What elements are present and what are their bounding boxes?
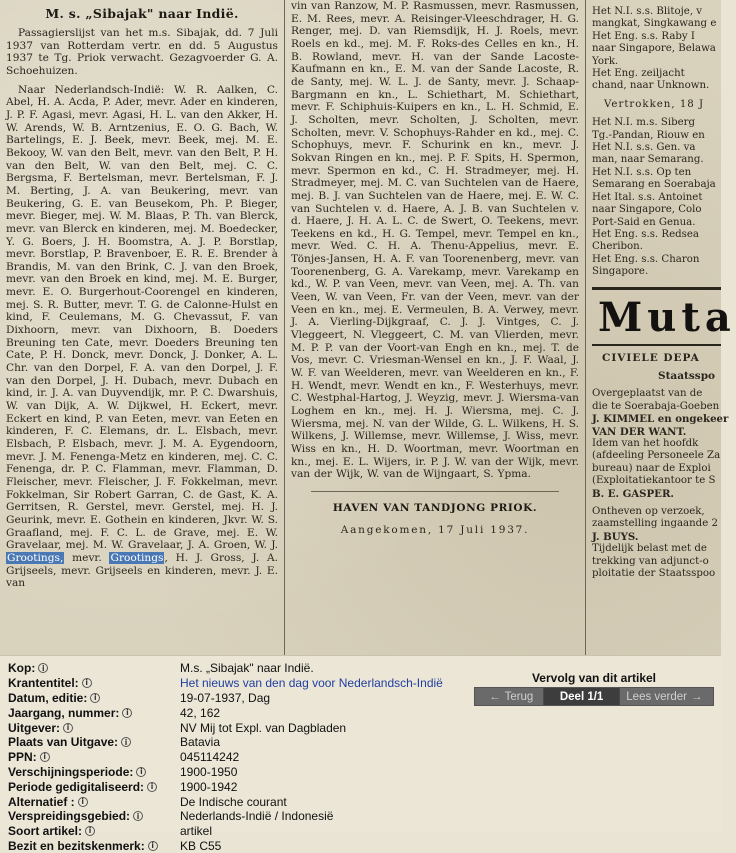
shipping-line: man, naar Semarang. (592, 154, 704, 166)
metadata-value: Batavia (180, 735, 221, 750)
info-icon[interactable]: i (136, 767, 146, 777)
shipping-line: York. (592, 55, 619, 67)
metadata-panel (0, 655, 721, 853)
metadata-table (8, 661, 443, 853)
shipping-line: Cheribon. (592, 241, 643, 253)
mutaties-header-box (592, 287, 736, 346)
info-icon[interactable]: i (78, 797, 88, 807)
civiele-heading: CIVIELE DEPA (602, 351, 700, 364)
info-icon[interactable]: i (90, 693, 100, 703)
shipping-line: Het Eng. s.s. Charon (592, 253, 700, 265)
previous-part-label: Terug (504, 690, 534, 703)
mutaties-line: zaamstelling ingaande 2 (592, 518, 718, 530)
metadata-row (8, 735, 443, 750)
metadata-label-cell (8, 735, 180, 749)
metadata-label-cell (8, 824, 180, 838)
metadata-value: artikel (180, 824, 213, 839)
mutaties-line: bureau) naar de Exploi (592, 462, 711, 474)
mutaties-line: B. E. GASPER. (592, 487, 674, 500)
metadata-value: De Indische courant (180, 794, 287, 809)
metadata-label-cell (8, 750, 180, 764)
metadata-label: Verschijningsperiode: (8, 764, 134, 779)
metadata-label: Datum, editie: (8, 690, 88, 705)
mutaties-line: VAN DER WANT. (592, 425, 687, 438)
shipping-line: Tg.-Pandan, Riouw en (592, 129, 705, 141)
metadata-row (8, 809, 443, 824)
metadata-value: KB C55 (180, 838, 222, 853)
info-icon[interactable]: i (40, 752, 50, 762)
metadata-value: NV Mij tot Expl. van Dagbladen (180, 720, 347, 735)
metadata-value: 42, 162 (180, 705, 221, 720)
staatsspoor-heading: Staatsspo (658, 369, 716, 382)
passenger-list-part-2: vin van Ranzow, M. P. Rasmussen, mevr. Rasmussen, E. M. Rees, mevr. A. Reisinger-Vleeschdrager, H. G. Renger, mej. D. van Riemsdijk, H. J. Roels, mevr. Roels en kd., mej. M. F. Roks-des Celles en kn., H. B. Rowland, mevr. H. van der Sande Lacoste-Kaufmann en kn., E. M. van der Sande Lacoste, R. de Santy, mej. W. L. J. de Santy, mevr. J. Schaap-Bargmann en kn., L. Schiethart, M. Schiethart, mevr. F. Schiphuis-Kuipers en kn., L. H. Schmid, E. J. Scholten, mevr. Scholten, J. Scholten, mevr. Scholten, mevr. V. Schophuys-Rahder en kd., mej. C. Schophuys, mevr. F. Schurink en kn., mevr. J. Sokvan Ringen en kn., mej. P. F. Spits, H. Spermon, mevr. Spermon en kd., C. H. Stradmeyer, mej. H. Stradmeyer, mej. M. C. van Suchtelen van de Haere, mej. B. J. van Suchtelen van de Haere, mej. E. W. C. van Suchtelen v. d. Haere, A. J. B. van Suchtelen v. d. Haere, J. H. A. L. C. de Swert, O. Teekens, mevr. Teekens en kd., H. G. Tempel, mevr. Tempel en kn., mevr. Wed. C. H. A. Thenu-Appelius, mevr. E. Tönjes-Jansen, H. A. F. van Toorenenberg, mevr. van Toorenenberg, G. A. Varekamp, mevr. Varekamp en kd., W. P. van Veen, mevr. van Veen, mej. A. Th. van Veen, W. van Veen, Fr. van der Veen, mevr. van der Veen en kn., mej. E. Vermeulen, B. A. Verwey, mevr. J. A. Vierling-Dijkgraaf, C. J. J. Vintges, C. J. Vleggeert, N. Vleggeert, C. M. van Vlierden, mevr. M. P. P. van der Voort-van Engh en kn., mej. T. de Vos, mevr. C. Vriesman-Wensel en kn., J. F. Waal, J. W. F. van Weelderen, mevr. van Weelderen en kn., F. H. Wendt, mevr. Wendt en kn., F. Westerhuys, mevr. C. Westphal-Hartog, J. Weyzig, mevr. J. Wiersma-van Loghem en kn., mej. H. J. Wiersma, mej. C. J. Wiersma, mej. N. van der Wilde, G. L. Wilkens, H. S. Wilkens, J. Willemse, mevr. Willemse, J. Wiss, mevr. Wiss en kn., H. D. Woortman, mevr. Woortman en kn., mej. E. L. Wijers, ir. P. J. W. van der Wijk, mevr. van der Wijk, W. van de Wijngaart, S. Ypma. (291, 0, 579, 481)
shipping-arrivals (592, 6, 721, 93)
metadata-row (8, 720, 443, 735)
metadata-label: Jaargang, nummer: (8, 705, 120, 720)
metadata-label: Verspreidingsgebied: (8, 809, 131, 824)
info-icon[interactable]: i (85, 826, 95, 836)
metadata-label: Kop: (8, 661, 36, 676)
info-icon[interactable]: i (122, 708, 132, 718)
metadata-label: Uitgever: (8, 720, 61, 735)
passenger-list-text: Naar Nederlandsch-Indië: W. R. Aalken, C. Abel, H. A. Acda, P. Ader, mevr. Ader en kinderen, J. P. F. Agasi, mevr. Agasi, H. L. van den Akker, H. W. Arends, W. B. Arntzenius, E. O. G. Bach, W. Bartelings, E. J. Beek, mevr. Beek, mej. M. E. Bekooy, W. van den Belt, mevr. van den Belt, P. H. van den Belt, W. van den Belt, mej. C. C. Bergsma, F. Bertelsman, mevr. Bertelsman, F. J. M. Berting, J. A. van Beukering, mevr. van Beukering, G. E. van Beusekom, Ph. P. Bieger, mevr. Bieger, mej. W. M. Blaas, P. Th. van Blerck, mevr. van Blerck en kinderen, mej. M. Boedecker, Y. G. Boers, J. H. Boomstra, A. J. P. Borstlap, mevr. Borstlap, P. Bravenboer, E. R. E. Brender à Brandis, M. van den Brink, C. J. van den Broek, mevr. van den Broek en kind, mej. M. E. Burger, mevr. E. O. Burgerhout-Coorengel en kinderen, mej. S. R. Butter, mevr. T. G. de Calonne-Hulst en kind, F. Ceulemans, M. G. Chevassut, F. van Dixhoorn, mevr. van Dixhoorn, B. Doeders Breuning ten Cate, mevr. Doeders Breuning ten Cate, P. H. Donck, mevr. Donck, J. Donker, A. L. Chr. van den Dorpel, F. A. van den Dorpel, J. F. van den Dorpel, J. H. Dubach, mevr. Dubach en kind, ir. J. A. van Duyvendijk, mr. P. C. Dwarshuis, W. van Dijk, A. W. Dijkwel, H. Eckert, mevr. Eckert en kind, P. van Eeten, mevr. van Eeten en kinderen, F. C. Elemans, dr. L. Elsbach, mevr. Elsbach, P. Elsbach, mevr. J. M. A. Eygendoorn, mevr. J. M. Fenenga-Metz en kinderen, mej. C. C. Fenenga, dr. P. C. Flamman, mevr. Flamman, D. Fleischer, mevr. Fleischer, J. F. Fokkelman, mevr. Fokkelman, Sir Robert Garran, C. de Gast, K. A. Gerritsen, R. Gerstel, mevr. Gerstel, mej. H. J. Geurink, mevr. E. Gothein en kinderen, Jkvr. W. S. Graafland, mej. F. C. L. de Grave, mej. E. W. Gravelaar, mej. M. W. Gravelaar, J. A. Groen, W. J. (6, 83, 278, 552)
metadata-value: 045114242 (180, 750, 240, 765)
section-heading: HAVEN VAN TANDJONG PRIOK. (332, 501, 538, 514)
mutaties-line: Ontheven op verzoek, (592, 506, 705, 517)
article-column-1 (0, 0, 282, 655)
info-icon[interactable]: i (147, 782, 157, 792)
shipping-line: naar Singapore, Colo (592, 204, 702, 216)
shipping-line: Het Ital. s.s. Antoinet (592, 191, 703, 203)
metadata-label-cell (8, 795, 180, 809)
article-title: M. s. „Sibajak" naar Indië. (45, 6, 239, 21)
metadata-row (8, 750, 443, 765)
mutaties-line: trekking van adjunct-o (592, 555, 709, 567)
metadata-value: Nederlands-Indië / Indonesië (180, 809, 334, 824)
metadata-row (8, 691, 443, 706)
shipping-departures-heading: Vertrokken, 18 J (604, 98, 705, 110)
metadata-label: Plaats van Uitgave: (8, 735, 119, 750)
shipping-line: chand, naar Unknown. (592, 80, 710, 92)
mutaties-line: (afdeeling Personeele Za (592, 450, 721, 462)
shipping-line: naar Singapore, Belawa (592, 43, 716, 55)
shipping-line: mangkat, Singkawang e (592, 18, 717, 30)
metadata-label-cell (8, 706, 180, 720)
passenger-list-text: , H. J. Gross, J. A. Grijseels, mevr. Grijseels en kinderen, mevr. J. E. van (6, 551, 279, 590)
next-part-label: Lees verder (626, 690, 688, 703)
info-icon[interactable]: i (38, 663, 48, 673)
search-highlight: Grootings (110, 551, 164, 564)
mutaties-heading: Muta (598, 293, 736, 341)
metadata-label: Periode gedigitaliseerd: (8, 779, 145, 794)
metadata-value: 1900-1950 (180, 764, 238, 779)
metadata-label-cell (8, 780, 180, 794)
passenger-list-text: mevr. (72, 551, 102, 564)
article-column-3 (588, 0, 736, 655)
section-dateline: Aangekomen, 17 Juli 1937. (340, 523, 530, 536)
metadata-row (8, 824, 443, 839)
shipping-departures (592, 117, 721, 278)
metadata-label-cell (8, 721, 180, 735)
metadata-label: PPN: (8, 750, 37, 765)
shipping-line: Het Eng. s.s. Raby I (592, 30, 695, 42)
shipping-line: Singapore. (592, 266, 649, 278)
metadata-row (8, 794, 443, 809)
mutaties-line: (Exploitatiekantoor te S (592, 475, 716, 487)
metadata-label-cell (8, 691, 180, 705)
column-divider (284, 0, 285, 655)
info-icon[interactable]: i (63, 723, 73, 733)
shipping-line: Het N.I. s.s. Blitoje, v (592, 6, 703, 17)
mutaties-line: die te Soerabaja-Goeben (592, 400, 720, 412)
metadata-label-cell (8, 676, 180, 690)
article-column-2 (287, 0, 583, 655)
shipping-line: Het Eng. s.s. Redsea (592, 228, 699, 240)
metadata-row (8, 779, 443, 794)
metadata-label: Krantentitel: (8, 676, 79, 691)
shipping-line: Het Eng. zeiljacht (592, 68, 685, 80)
arrow-left-icon: ← (489, 690, 501, 703)
shipping-line: Semarang en Soerabaja (592, 179, 716, 191)
metadata-row (8, 705, 443, 720)
metadata-label-cell (8, 809, 180, 823)
metadata-value: 19-07-1937, Dag (180, 690, 271, 705)
article-pager (474, 687, 714, 706)
metadata-label-cell (8, 765, 180, 779)
previous-part-button[interactable] (475, 688, 544, 705)
metadata-label: Alternatief : (8, 794, 75, 809)
metadata-label-cell (8, 661, 180, 675)
info-icon[interactable]: i (82, 678, 92, 688)
mutaties-text (592, 388, 729, 580)
shipping-line: Het N.I. s.s. Gen. va (592, 142, 696, 154)
next-part-button[interactable] (620, 688, 713, 705)
metadata-value: M.s. „Sibajak" naar Indië. (180, 661, 314, 676)
metadata-label: Soort artikel: (8, 824, 83, 839)
metadata-label-cell (8, 839, 180, 853)
shipping-line: Het N.I. s.s. Op ten (592, 166, 692, 178)
passenger-list-part-1 (6, 84, 278, 590)
info-icon[interactable]: i (133, 811, 143, 821)
mutaties-line: Overgeplaatst van de (592, 388, 703, 400)
mutaties-line: J. KIMMEL en ongekeer (592, 413, 729, 426)
section-divider (311, 491, 559, 492)
metadata-row (8, 661, 443, 676)
metadata-label: Bezit en bezitskenmerk: (8, 838, 145, 853)
shipping-line: Port-Said en Genua. (592, 216, 696, 228)
current-part-indicator: Deel 1/1 (544, 688, 619, 705)
column-divider (585, 0, 586, 655)
metadata-value: 1900-1942 (180, 779, 238, 794)
arrow-right-icon: → (691, 690, 703, 703)
search-highlight: Grootings, (7, 551, 64, 564)
metadata-row (8, 765, 443, 780)
mutaties-line: ploitatie der Staatsspoo (592, 568, 716, 580)
vervolg-title: Vervolg van dit artikel (531, 671, 657, 685)
info-icon[interactable]: i (121, 737, 131, 747)
shipping-line: Het N.I. m.s. Siberg (592, 117, 696, 129)
mutaties-line: Tijdelijk belast met de (592, 543, 707, 555)
info-icon[interactable]: i (148, 841, 158, 851)
mutaties-line: Idem van het hoofdk (592, 437, 699, 449)
mutaties-line: J. BUYS. (592, 530, 639, 543)
metadata-row (8, 839, 443, 853)
newspaper-title-link[interactable]: Het nieuws van den dag voor Nederlandsch-Indië (180, 676, 443, 691)
article-intro: Passagierslijst van het m.s. Sibajak, dd. 7 Juli 1937 van Rotterdam vertr. en dd. 5 Augustus 1937 te Tg. Priok verwacht. Gezagvoerder G. A. Schoehuizen. (6, 27, 278, 77)
metadata-row (8, 676, 443, 691)
